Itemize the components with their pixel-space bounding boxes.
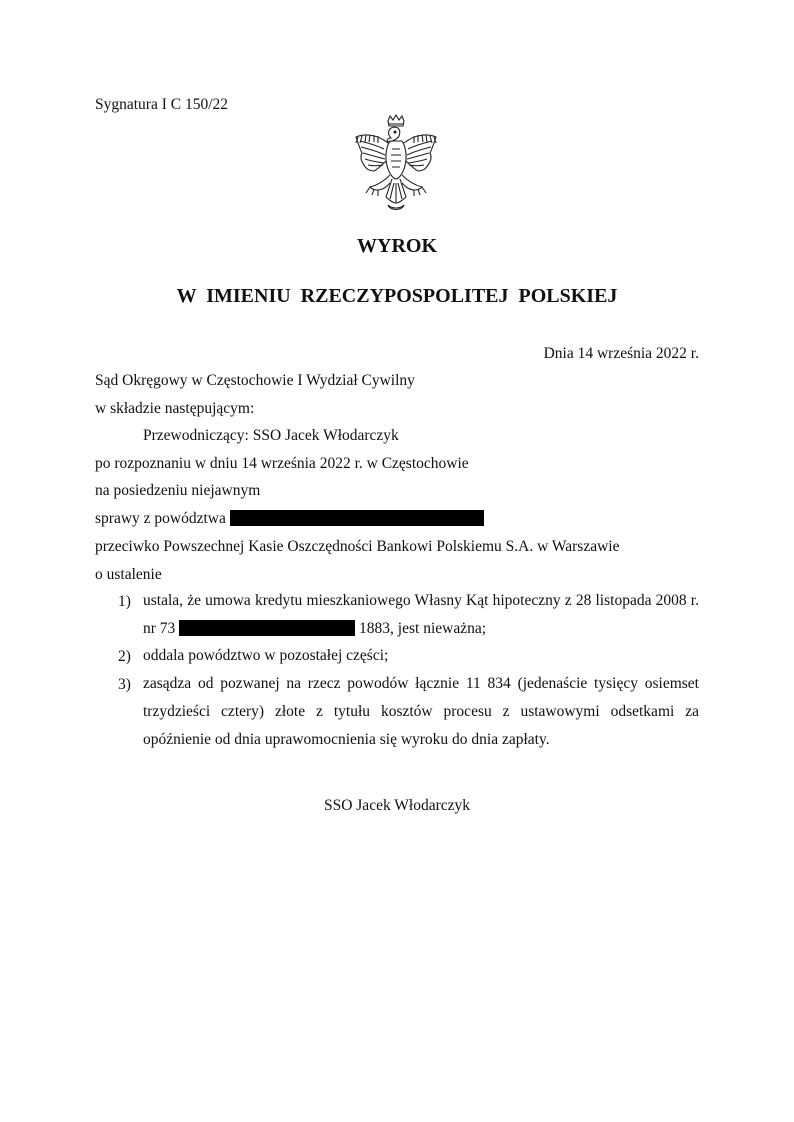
document-subtitle: W IMIENIU RZECZYPOSPOLITEJ POLSKIEJ xyxy=(176,285,618,307)
session-line: na posiedzeniu niejawnym xyxy=(95,482,261,499)
judgment-item-3: zasądza od pozwanej na rzecz powodów łącznie 11 834 (jedenaście tysięcy osiemset trzydzieści cztery) złote z tytułu kosztów procesu z ustawowymi odsetkami za opóźnienie od dnia uprawomocnienia się wyroku do dnia zapłaty. xyxy=(143,675,699,748)
item-1-text-before: ustala, że umowa kredytu mieszkaniowego Własny Kąt hipoteczny z 28 listopada 2008 r. nr 73 xyxy=(143,592,699,637)
judgment-item-1 xyxy=(143,587,699,643)
item-1-text-after: 1883, jest nieważna; xyxy=(359,620,487,637)
plaintiff-prefix: sprawy z powództwa xyxy=(95,510,226,527)
item-number: 2) xyxy=(118,648,131,665)
item-number: 1) xyxy=(118,593,131,610)
subject-line: o ustalenie xyxy=(95,566,162,583)
polish-eagle-emblem-icon xyxy=(350,113,442,215)
composition-line: w składzie następującym: xyxy=(95,400,255,417)
judge-signature: SSO Jacek Włodarczyk xyxy=(323,797,471,814)
document-title: WYROK xyxy=(357,235,437,257)
redaction-block xyxy=(179,620,355,636)
judgment-item-2: oddala powództwo w pozostałej części; xyxy=(143,647,389,664)
item-number: 3) xyxy=(118,676,131,693)
judgment-date: Dnia 14 września 2022 r. xyxy=(543,345,699,362)
case-signature: Sygnatura I C 150/22 xyxy=(95,96,229,113)
chair-line: Przewodniczący: SSO Jacek Włodarczyk xyxy=(143,427,399,444)
hearing-line: po rozpoznaniu w dniu 14 września 2022 r. w Częstochowie xyxy=(95,455,469,472)
plaintiff-line xyxy=(95,510,484,528)
court-name: Sąd Okręgowy w Częstochowie I Wydział Cywilny xyxy=(95,372,415,389)
defendant-line: przeciwko Powszechnej Kasie Oszczędności Bankowi Polskiemu S.A. w Warszawie xyxy=(95,538,620,555)
redaction-block xyxy=(230,510,484,526)
